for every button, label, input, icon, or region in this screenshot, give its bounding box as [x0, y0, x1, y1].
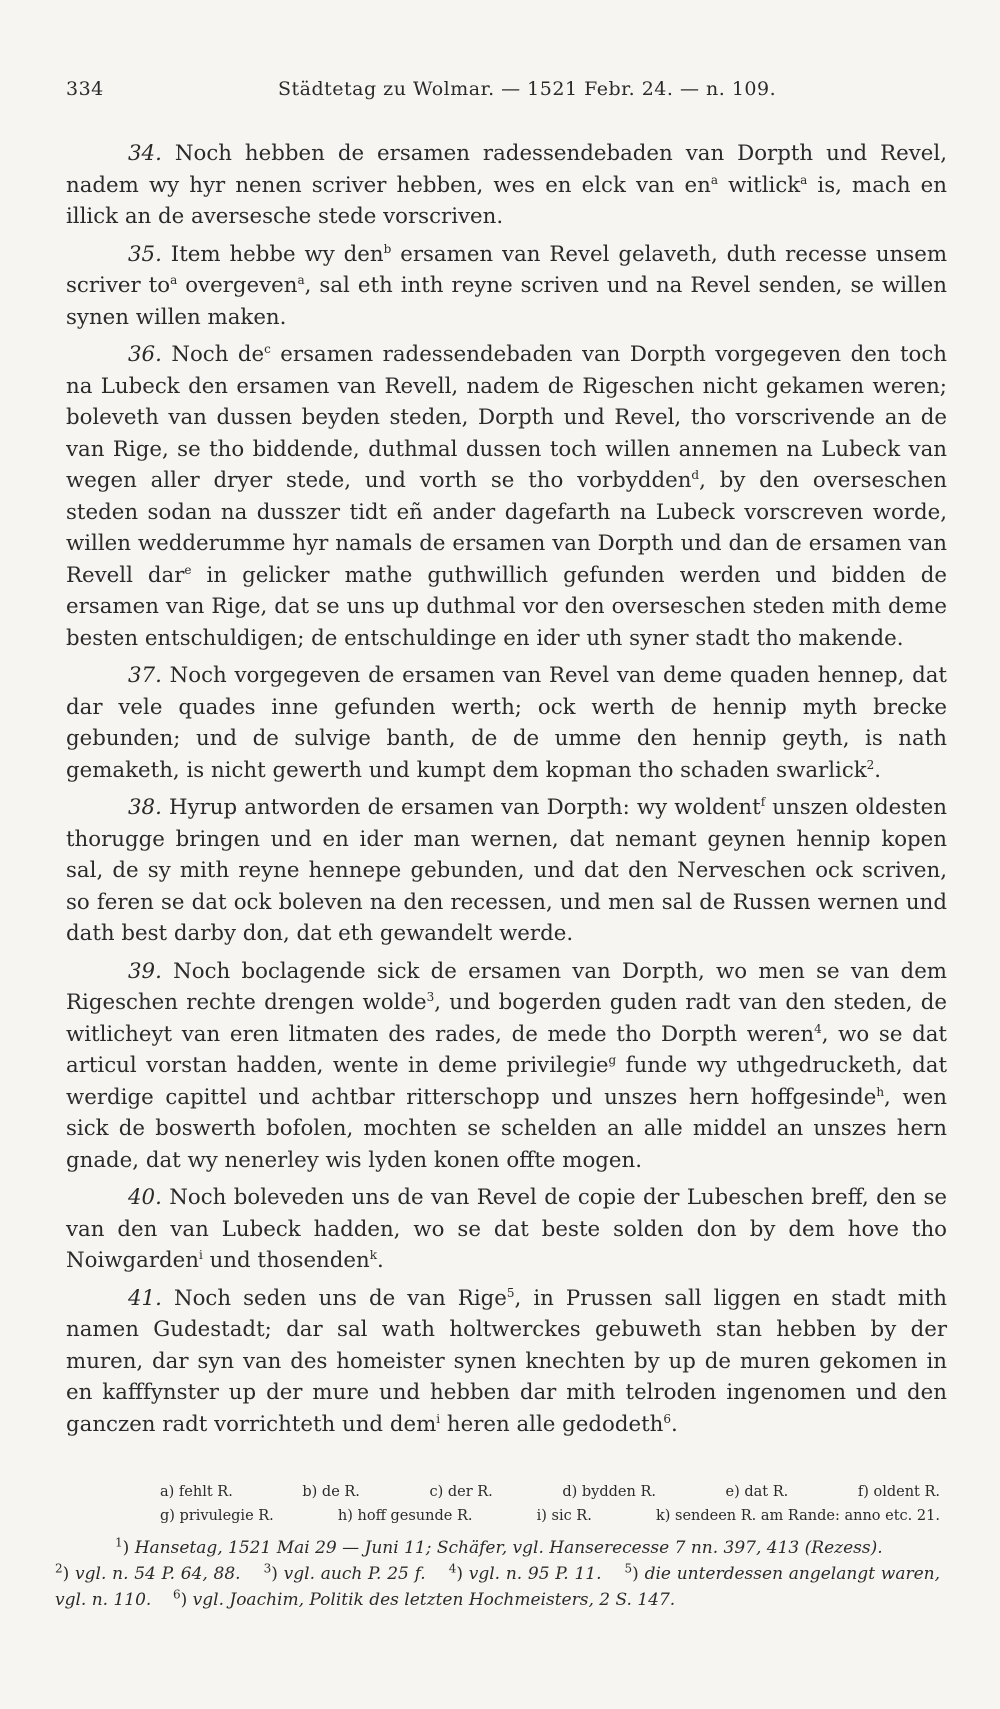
paragraph-34: 34. Noch hebben de ersamen radessendebaden van Dorpth und Revel, nadem wy hyr nenen scriver hebben, wes en elck van $en^a$ witlick$^a$ is, mach en illick an de aversesche stede vorscriven. — [66, 141, 947, 229]
notes-row — [160, 1480, 940, 1504]
paragraph-39: 39. Noch boclagende sick de ersamen van Dorpth, wo men se van dem Rigeschen rechte drengen wolde$^3$, und bogerden guden radt van den steden, de witlicheyt van eren litmaten des rades, de mede tho Dorpth weren$^4$, wo se dat articul vorstan hadden, wente in deme privilegie$^g$ funde wy uthgedrucketh, dat werdige capittel und achtbar ritterschopp und unszes hern hoffgesinde$^h$, wen sick de boswerth bofolen, mochten se schelden an alle middel an unszes hern gnade, dat wy nenerley wis lyden konen offte mogen. — [66, 958, 947, 1173]
paragraph-number: 37. — [128, 663, 162, 688]
note-k: k) sendeen R. am Rande: anno etc. 21. — [655, 1508, 940, 1524]
note-d: d) bydden R. — [562, 1484, 656, 1500]
note-h: h) hoff gesunde R. — [337, 1508, 473, 1524]
paragraph-36: 36. Noch $de^c$ ersamen radessendebaden van Dorpth vorgegeven den toch na Lubeck den ersamen van Revell, nadem de Rigeschen nicht gekamen weren; boleveth van dussen beyden steden, Dorpth und Revel, tho vorscrivende an de van Rige, se tho biddende, duthmal dussen toch willen annemen na Lubeck van wegen aller dryer stede, und vorth se tho vorbydden$^d$, by den overseschen steden sodan na dusszer tidt eñ ander dagefarth na Lubeck vorscreven worde, willen wedderumme hyr namals de ersamen van Dorpth und dan de ersamen van Revell dar$^e$ in gelicker mathe guthwillich gefunden werden und bidden de ersamen van Rige, dat se uns up duthmal vor den overseschen steden mith deme besten entschuldigen; de entschuldinge en ider uth syner stadt tho makende. — [66, 341, 947, 651]
main-text — [66, 138, 947, 1446]
paragraph-number: 38. — [128, 795, 162, 820]
notes-row — [160, 1504, 940, 1528]
note-b: b) de R. — [302, 1484, 360, 1500]
running-title: Städtetag zu Wolmar. — 1521 Febr. 24. — n. 109. — [278, 78, 777, 100]
paragraph-number: 36. — [128, 342, 162, 367]
paragraph-41: 41. Noch seden uns de van Rige$^5$, in Prussen sall liggen en stadt mith namen Gudestadt; dar sal wath holtwerckes gebuweth stan hebben by der muren, dar syn van des homeister synen knechten by up de muren gekomen in en kafffynster up der mure und hebben dar mith telroden ingenomen und den ganczen radt vorrichteth und dem$^i$ heren alle gedodeth$^6$. — [66, 1285, 947, 1437]
paragraph-38: 38. Hyrup antworden de ersamen van Dorpth: wy woldent$^f$ unszen oldesten thorugge bringen und en ider man wernen, dat nemant geynen hennip kopen sal, de sy mith reyne hennepe gebunden, und dat den Nerveschen ock scriven, so feren se dat ock boleven na den recessen, und men sal de Russen wernen und dath best darby don, dat eth gewandelt werde. — [66, 794, 947, 946]
paragraph-number: 34. — [128, 141, 162, 166]
paragraph-35: 35. Item hebbe wy den$^b$ ersamen van Revel gelaveth, duth recesse unsem scriver $to^a$ overgeven$^a$, sal eth inth reyne scriven und na Revel senden, se willen synen willen maken. — [66, 241, 948, 330]
textual-notes — [160, 1480, 940, 1528]
footnotes-line-2: $^2$) vgl. n. 54 P. 64, 88. $^3$) vgl. auch P. 25 f. $^4$) vgl. n. 95 P. 11. $^5$) die unterdessen angelangt waren, vgl. n. 110. $^6$) vgl. Joachim, Politik des letzten Hochmeisters, 2 S. 147. — [55, 1561, 941, 1610]
paragraph-number: 35. — [128, 241, 162, 267]
paragraph-number: 39. — [128, 958, 162, 984]
note-f: f) oldent R. — [857, 1484, 940, 1500]
note-e: e) dat R. — [725, 1484, 789, 1500]
footnote-1: $^1$) Hansetag, 1521 Mai 29 — Juni 11; Schäfer, vgl. Hanserecesse 7 nn. 397, 413 (Rezess). — [115, 1535, 883, 1558]
paragraph-number: 41. — [128, 1285, 162, 1311]
page-number: 334 — [66, 78, 104, 100]
paragraph-number: 40. — [128, 1185, 162, 1210]
paragraph-37: 37. Noch vorgegeven de ersamen van Revel van deme quaden hennep, dat dar vele quades inne gefunden werth; ock werth de hennip myth brecke gebunden; und de sulvige banth, de de umme den hennip geyth, is nath gemaketh, is nicht gewerth und kumpt dem kopman tho schaden swarlick$^2$. — [66, 663, 947, 783]
note-i: i) sic R. — [536, 1508, 592, 1524]
note-g: g) privulegie R. — [160, 1508, 274, 1524]
paragraph-40: 40. Noch boleveden uns de van Revel de copie der Lubeschen breff, den se van den van Lubeck hadden, wo se dat beste solden don by dem hove tho Noiwgarden$^i$ und thosenden$^k$. — [66, 1185, 947, 1273]
note-c: c) der R. — [429, 1484, 493, 1500]
note-a: a) fehlt R. — [160, 1484, 233, 1500]
footnotes — [55, 1535, 940, 1613]
